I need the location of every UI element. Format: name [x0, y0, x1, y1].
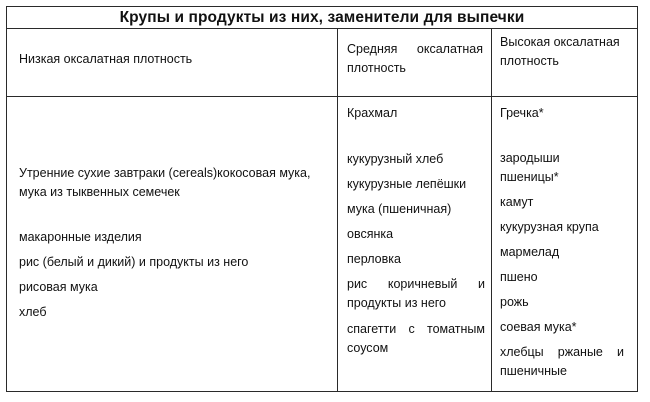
column-divider-2 [491, 28, 492, 391]
medium-item: мука (пшеничная) [347, 202, 452, 216]
medium-item: Крахмал [347, 106, 398, 120]
low-item: макаронные изделия [19, 230, 142, 244]
high-item: соевая мука* [500, 320, 577, 334]
medium-item: спагетти с томатным соусом [347, 322, 485, 355]
low-item: рисовая мука [19, 280, 98, 294]
high-item: камут [500, 195, 534, 209]
header-medium: Средняя оксалатная плотность [347, 42, 483, 75]
medium-item: кукурузные лепёшки [347, 177, 467, 191]
header-divider [7, 96, 637, 97]
header-high: Высокая оксалатная плотность [500, 35, 620, 68]
high-item: Гречка* [500, 106, 544, 120]
high-item: мармелад [500, 245, 560, 259]
oxalate-table [6, 6, 638, 392]
high-item: хлебцы ржаные и пшеничные [500, 345, 624, 378]
low-item: хлеб [19, 305, 47, 319]
low-item: рис (белый и дикий) и продукты из него [19, 255, 249, 269]
high-item: зародыши пшеницы* [500, 151, 560, 184]
medium-item: кукурузный хлеб [347, 152, 444, 166]
high-item: пшено [500, 270, 538, 284]
medium-item: перловка [347, 252, 401, 266]
high-item: кукурузная крупа [500, 220, 599, 234]
table-title: Крупы и продукты из них, заменители для выпечки [119, 9, 525, 26]
column-divider-1 [337, 28, 338, 391]
high-item: рожь [500, 295, 529, 309]
medium-item: овсянка [347, 227, 394, 241]
header-low: Низкая оксалатная плотность [19, 52, 193, 66]
medium-item: рис коричневый и продукты из него [347, 277, 485, 310]
low-item: Утренние сухие завтраки (cereals)кокосовая мука, мука из тыквенных семечек [19, 166, 311, 199]
title-divider [7, 28, 637, 29]
